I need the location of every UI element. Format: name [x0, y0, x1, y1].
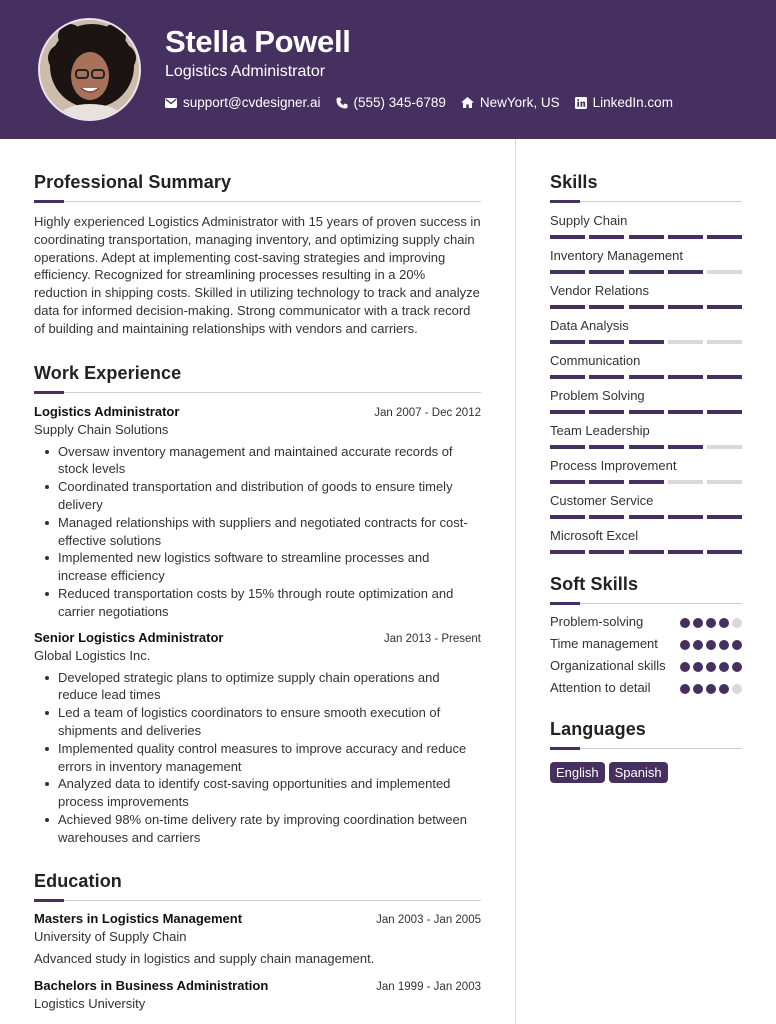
section-divider: [550, 201, 742, 202]
section-divider: [34, 201, 481, 202]
skill-level-segment: [668, 410, 703, 414]
education-dates: Jan 1999 - Jan 2003: [376, 980, 481, 993]
skills-section: [550, 172, 742, 554]
skill-level-segment: [550, 480, 585, 484]
main-column: [34, 172, 481, 1011]
rating-dot: [706, 640, 716, 650]
skill-level-segment: [550, 340, 585, 344]
skill-level-segment: [629, 445, 664, 449]
profile-photo-icon: [40, 20, 141, 121]
soft-skill-item: [550, 657, 742, 675]
language-badge: English: [550, 762, 605, 783]
skill-name: Customer Service: [550, 493, 654, 508]
rating-dot: [693, 662, 703, 672]
skill-level-segment: [707, 270, 742, 274]
job-bullets: [34, 443, 481, 621]
work-experience-section: [34, 363, 481, 847]
resume-header: [0, 0, 776, 139]
skill-level-segment: [707, 550, 742, 554]
skill-level-segment: [629, 410, 664, 414]
rating-dot: [719, 684, 729, 694]
skill-level-segment: [629, 480, 664, 484]
section-heading: Languages: [550, 719, 646, 739]
skill-level-segment: [629, 340, 664, 344]
job-entry: [34, 630, 481, 847]
skill-level-segment: [668, 305, 703, 309]
avatar: [38, 18, 141, 121]
contact-linkedin[interactable]: [575, 95, 673, 110]
education-dates: Jan 2003 - Jan 2005: [376, 913, 481, 926]
skill-level-segment: [629, 270, 664, 274]
education-section: [34, 871, 481, 1011]
rating-dot: [680, 684, 690, 694]
rating-dot: [693, 684, 703, 694]
skill-level-bar: [550, 515, 742, 519]
contact-location-text: NewYork, US: [479, 95, 560, 110]
skill-level-segment: [550, 410, 585, 414]
skill-name: Process Improvement: [550, 458, 677, 473]
skill-item: [550, 248, 742, 274]
rating-dot: [732, 618, 742, 628]
contact-email-text: support@cvdesigner.ai: [183, 95, 321, 110]
job-bullets: [34, 669, 481, 847]
soft-skills-section: [550, 574, 742, 697]
section-heading: Education: [34, 870, 122, 891]
skill-level-segment: [629, 515, 664, 519]
list-item: Developed strategic plans to optimize supply chain operations and reduce lead times: [34, 669, 481, 705]
soft-skill-rating: [677, 640, 742, 650]
skill-level-segment: [668, 270, 703, 274]
skill-level-bar: [550, 550, 742, 554]
job-company: Global Logistics Inc.: [34, 647, 151, 663]
contact-phone[interactable]: [336, 95, 446, 110]
rating-dot: [732, 640, 742, 650]
list-item: Oversaw inventory management and maintained accurate records of stock levels: [34, 443, 481, 479]
skill-level-segment: [589, 270, 624, 274]
candidate-title: Logistics Administrator: [165, 63, 326, 80]
languages-list: [550, 762, 742, 783]
skill-name: Communication: [550, 353, 641, 368]
list-item: Reduced transportation costs by 15% through route optimization and carrier negotiations: [34, 585, 481, 621]
skill-level-segment: [668, 480, 703, 484]
contact-info: [165, 95, 688, 110]
skill-level-segment: [550, 515, 585, 519]
skill-level-segment: [629, 235, 664, 239]
skill-item: [550, 213, 742, 239]
skill-level-segment: [707, 410, 742, 414]
list-item: Managed relationships with suppliers and negotiated contracts for cost-effective solutions: [34, 514, 481, 550]
section-heading: Professional Summary: [34, 172, 232, 192]
job-dates: Jan 2007 - Dec 2012: [374, 406, 481, 419]
rating-dot: [693, 640, 703, 650]
list-item: Led a team of logistics coordinators to ensure smooth execution of shipments and deliveries: [34, 704, 481, 740]
school: Logistics University: [34, 995, 146, 1011]
candidate-name: Stella Powell: [165, 24, 351, 59]
skill-name: Microsoft Excel: [550, 528, 639, 543]
job-role: Logistics Administrator: [34, 403, 180, 419]
skill-level-segment: [707, 340, 742, 344]
skill-item: [550, 388, 742, 414]
rating-dot: [693, 618, 703, 628]
degree: Masters in Logistics Management: [34, 910, 243, 926]
soft-skill-rating: [677, 684, 742, 694]
rating-dot: [680, 618, 690, 628]
education-description: Advanced study in logistics and supply chain management.: [34, 950, 375, 966]
job-dates: Jan 2013 - Present: [383, 632, 481, 645]
summary-text: Highly experienced Logistics Administrator with 15 years of proven success in coordinating transportation, managing inventory, and optimizing supply chain operations. Adept at implementing cost-saving strategies and improving efficiency. Recognized for streamlining processes resulting in a 20% reduction in shipping costs. Skilled in utilizing technology to track and analyze data for informed decision-making. Strong communicator with a track record of building and maintaining relationships with vendors and carriers.: [34, 214, 481, 336]
language-badge: Spanish: [609, 762, 668, 783]
rating-dot: [719, 618, 729, 628]
section-divider: [550, 748, 742, 749]
section-divider: [34, 392, 481, 393]
soft-skill-item: [550, 679, 742, 697]
skill-level-segment: [550, 305, 585, 309]
skill-level-segment: [589, 410, 624, 414]
section-divider: [550, 603, 742, 604]
soft-skill-item: [550, 613, 742, 631]
skill-name: Inventory Management: [550, 248, 683, 263]
column-divider: [515, 139, 516, 1024]
degree: Bachelors in Business Administration: [34, 977, 269, 993]
skill-item: [550, 458, 742, 484]
skill-level-segment: [589, 480, 624, 484]
skill-level-segment: [668, 445, 703, 449]
skill-name: Data Analysis: [550, 318, 629, 333]
soft-skill-name: Organizational skills: [550, 658, 666, 673]
sidebar-column: [550, 172, 742, 783]
soft-skill-item: [550, 635, 742, 653]
section-heading: Soft Skills: [550, 574, 639, 594]
skill-level-bar: [550, 445, 742, 449]
email-icon: [165, 98, 177, 108]
skill-level-segment: [589, 550, 624, 554]
soft-skill-name: Problem-solving: [550, 614, 644, 629]
skill-level-segment: [589, 340, 624, 344]
skill-item: [550, 318, 742, 344]
phone-icon: [336, 97, 348, 109]
skill-item: [550, 493, 742, 519]
list-item: Implemented new logistics software to streamline processes and increase efficiency: [34, 549, 481, 585]
contact-location: [461, 95, 560, 110]
contact-linkedin-text: LinkedIn.com: [592, 95, 673, 110]
section-heading: Work Experience: [34, 362, 182, 383]
section-divider: [34, 900, 481, 901]
skill-level-segment: [668, 550, 703, 554]
list-item: Achieved 98% on-time delivery rate by improving coordination between warehouses and carriers: [34, 811, 481, 847]
skill-level-segment: [589, 515, 624, 519]
skill-level-segment: [550, 375, 585, 379]
job-entry: [34, 404, 481, 621]
skill-level-segment: [707, 480, 742, 484]
skill-level-segment: [707, 515, 742, 519]
job-company: Supply Chain Solutions: [34, 421, 169, 437]
section-heading: Skills: [550, 172, 598, 192]
skill-level-segment: [668, 375, 703, 379]
languages-section: [550, 719, 742, 783]
rating-dot: [680, 640, 690, 650]
skill-level-segment: [629, 375, 664, 379]
skill-level-segment: [707, 235, 742, 239]
skill-level-bar: [550, 480, 742, 484]
linkedin-icon: [575, 97, 587, 109]
skill-item: [550, 283, 742, 309]
skill-level-segment: [668, 235, 703, 239]
skill-level-segment: [707, 305, 742, 309]
skill-level-segment: [589, 445, 624, 449]
rating-dot: [706, 662, 716, 672]
skill-level-segment: [589, 235, 624, 239]
school: University of Supply Chain: [34, 928, 187, 944]
contact-email[interactable]: [165, 95, 321, 110]
skill-level-bar: [550, 235, 742, 239]
rating-dot: [719, 662, 729, 672]
soft-skill-rating: [677, 662, 742, 672]
professional-summary-section: [34, 172, 481, 338]
skill-level-segment: [550, 445, 585, 449]
rating-dot: [732, 684, 742, 694]
skill-level-segment: [707, 445, 742, 449]
skill-level-bar: [550, 270, 742, 274]
rating-dot: [719, 640, 729, 650]
job-role: Senior Logistics Administrator: [34, 629, 224, 645]
skill-level-bar: [550, 375, 742, 379]
skill-level-segment: [550, 270, 585, 274]
skill-level-segment: [589, 305, 624, 309]
list-item: Coordinated transportation and distribution of goods to ensure timely delivery: [34, 478, 481, 514]
skill-name: Team Leadership: [550, 423, 650, 438]
soft-skill-name: Time management: [550, 636, 658, 651]
soft-skill-name: Attention to detail: [550, 680, 651, 695]
skill-item: [550, 423, 742, 449]
skill-item: [550, 353, 742, 379]
skill-level-segment: [668, 340, 703, 344]
skill-level-segment: [589, 375, 624, 379]
soft-skills-list: [550, 613, 742, 697]
soft-skill-rating: [677, 618, 742, 628]
list-item: Implemented quality control measures to improve accuracy and reduce errors in inventory management: [34, 740, 481, 776]
skill-name: Problem Solving: [550, 388, 645, 403]
skill-level-segment: [629, 305, 664, 309]
skill-level-segment: [550, 235, 585, 239]
skill-level-bar: [550, 410, 742, 414]
skills-list: [550, 213, 742, 554]
skill-name: Supply Chain: [550, 213, 628, 228]
home-icon: [461, 97, 474, 108]
skill-level-segment: [629, 550, 664, 554]
skill-level-bar: [550, 340, 742, 344]
skill-level-segment: [668, 515, 703, 519]
skill-level-segment: [707, 375, 742, 379]
education-entry: [34, 978, 481, 1011]
list-item: Analyzed data to identify cost-saving opportunities and implemented process improvements: [34, 775, 481, 811]
skill-level-segment: [550, 550, 585, 554]
education-entry: [34, 911, 481, 966]
rating-dot: [706, 618, 716, 628]
rating-dot: [732, 662, 742, 672]
rating-dot: [706, 684, 716, 694]
contact-phone-text: (555) 345-6789: [353, 95, 446, 110]
skill-item: [550, 528, 742, 554]
skill-name: Vendor Relations: [550, 283, 650, 298]
skill-level-bar: [550, 305, 742, 309]
rating-dot: [680, 662, 690, 672]
